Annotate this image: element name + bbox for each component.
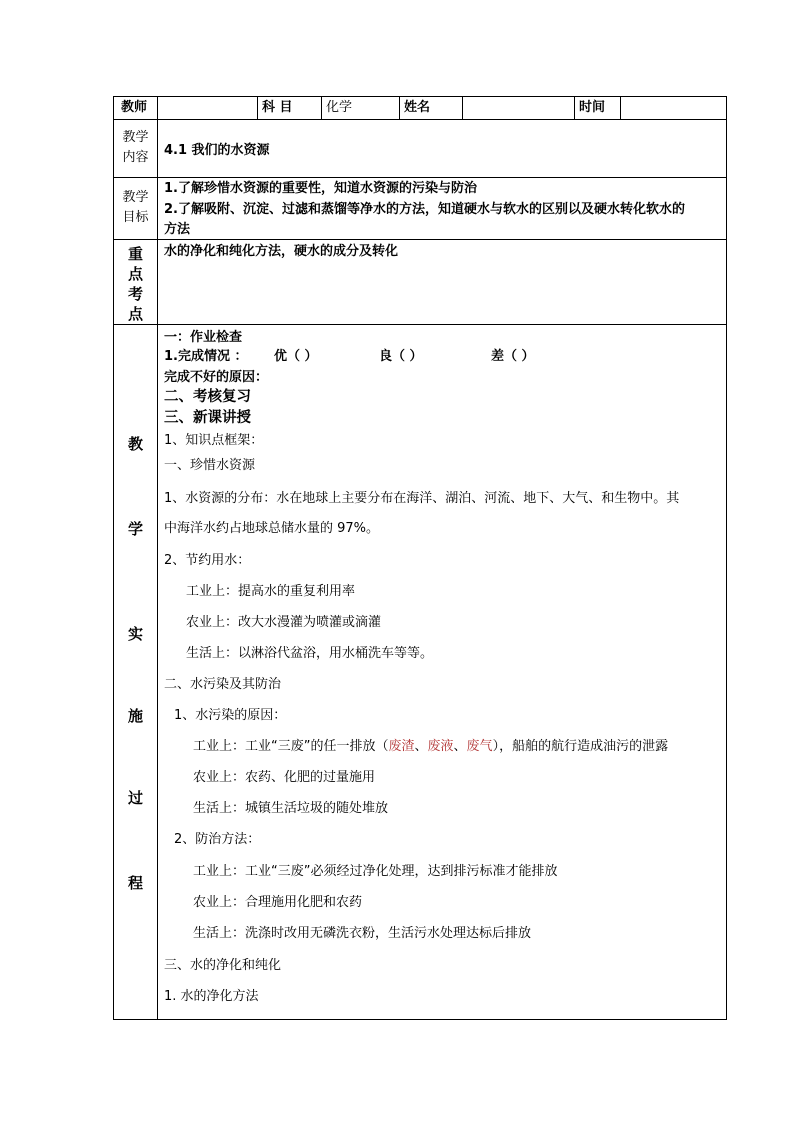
header-divider xyxy=(574,97,575,119)
key-points-label-char: 点 xyxy=(128,265,144,283)
process-label-char: 学 xyxy=(128,520,144,538)
reason-label: 完成不好的原因： xyxy=(164,370,269,385)
header-divider xyxy=(620,97,621,119)
key-points-value: 水的净化和纯化方法，硬水的成分及转化 xyxy=(164,244,399,259)
lesson-plan-table xyxy=(113,96,727,1020)
teacher-label: 教师 xyxy=(121,100,148,115)
time-label: 时间 xyxy=(579,100,606,115)
grade-fair[interactable]: 良（ ） xyxy=(379,349,423,364)
purification-methods-heading: 1. 水的净化方法 xyxy=(164,989,259,1004)
process-label-char: 程 xyxy=(128,874,144,892)
goal-line-2: 2.了解吸附、沉淀、过滤和蒸馏等净水的方法，知道硬水与软水的区别以及硬水转化软水的 xyxy=(164,202,685,217)
row-divider xyxy=(114,177,726,178)
key-points-label-char: 点 xyxy=(128,305,144,323)
subject-value[interactable]: 化学 xyxy=(326,100,353,115)
section-3-title: 三、水的净化和纯化 xyxy=(164,958,282,973)
completion-label: 1.完成情况 ： xyxy=(164,349,248,364)
s1-paragraph-line-1: 1、水资源的分布：水在地球上主要分布在海洋、湖泊、河流、地下、大气、和生物中。其 xyxy=(164,491,680,506)
prevent-agriculture: 农业上：合理施用化肥和农药 xyxy=(193,895,363,910)
process-label-char: 实 xyxy=(128,625,144,643)
name-label: 姓名 xyxy=(404,100,431,115)
subject-label: 科 目 xyxy=(262,100,293,115)
content-value: 4.1 我们的水资源 xyxy=(164,143,270,158)
save-agriculture: 农业上：改大水漫灌为喷灌或滴灌 xyxy=(186,615,382,630)
framework-heading: 1、知识点框架： xyxy=(164,433,264,448)
goals-label: 教学 目标 xyxy=(122,190,149,225)
row-divider xyxy=(114,324,726,325)
grade-poor[interactable]: 差（ ） xyxy=(491,349,535,364)
prevent-life: 生活上：洗涤时改用无磷洗衣粉，生活污水处理达标后排放 xyxy=(193,926,532,941)
header-divider xyxy=(399,97,400,119)
process-label-char: 施 xyxy=(128,707,144,725)
process-label-char: 过 xyxy=(128,789,144,807)
homework-title: 一：作业检查 xyxy=(164,330,243,345)
goal-line-3: 方法 xyxy=(164,222,191,237)
cause-industry: 工业上：工业“三废”的任一排放（废渣、废液、废气），船舶的航行造成油污的泄露 xyxy=(193,739,669,754)
header-divider xyxy=(462,97,463,119)
section-1-title: 一、珍惜水资源 xyxy=(164,458,256,473)
label-column-divider xyxy=(157,97,158,1019)
section-2-title: 二、水污染及其防治 xyxy=(164,677,282,692)
causes-heading: 1、水污染的原因： xyxy=(174,708,287,723)
prevent-industry: 工业上：工业“三废”必须经过净化处理，达到排污标准才能排放 xyxy=(193,864,558,879)
key-points-label-char: 考 xyxy=(128,285,144,303)
save-water-heading: 2、节约用水： xyxy=(164,553,251,568)
row-divider xyxy=(114,119,726,120)
header-divider xyxy=(257,97,258,119)
new-lesson-title: 三、新课讲授 xyxy=(164,410,251,426)
content-label: 教学 内容 xyxy=(122,130,149,165)
save-industry: 工业上：提高水的重复利用率 xyxy=(186,584,356,599)
review-title: 二、考核复习 xyxy=(164,389,251,405)
goal-line-1: 1.了解珍惜水资源的重要性，知道水资源的污染与防治 xyxy=(164,181,477,196)
prevention-heading: 2、防治方法： xyxy=(174,832,261,847)
s1-paragraph-line-2: 中海洋水约占地球总储水量的 97%。 xyxy=(164,521,380,536)
cause-life: 生活上：城镇生活垃圾的随处堆放 xyxy=(193,801,389,816)
save-life: 生活上：以淋浴代盆浴，用水桶洗车等等。 xyxy=(186,646,434,661)
cause-agriculture: 农业上：农药、化肥的过量施用 xyxy=(193,770,376,785)
grade-good[interactable]: 优（ ） xyxy=(274,349,318,364)
header-divider xyxy=(321,97,322,119)
key-points-label-char: 重 xyxy=(128,245,144,263)
process-label-char: 教 xyxy=(128,435,144,453)
row-divider xyxy=(114,239,726,240)
